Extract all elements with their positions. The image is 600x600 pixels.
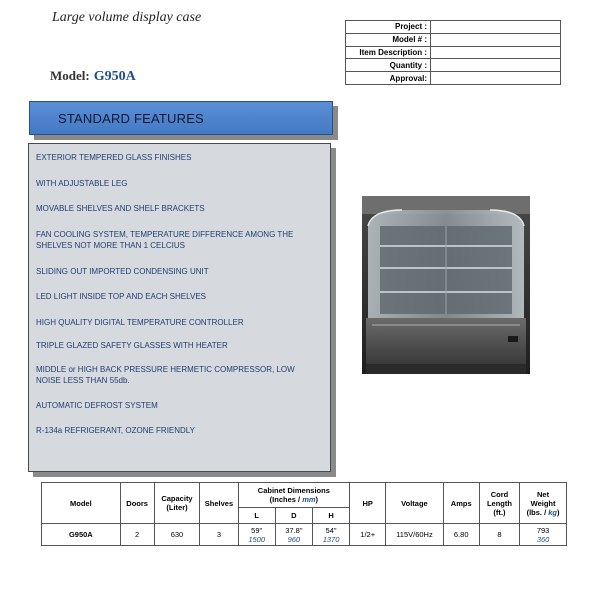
feature-item: HIGH QUALITY DIGITAL TEMPERATURE CONTROLLER (36, 317, 244, 327)
cell-capacity: 630 (154, 524, 200, 546)
cell-weight-kg: 360 (536, 534, 550, 544)
header-hp: HP (350, 483, 386, 524)
feature-item: R-134a REFRIGERANT, OZONE FRIENDLY (36, 426, 195, 435)
feature-item: SLIDING OUT IMPORTED CONDENSING UNIT (36, 266, 209, 276)
cell-length-in: 59" (251, 525, 263, 535)
form-row-project (346, 21, 561, 34)
header-voltage: Voltage (386, 483, 443, 524)
cell-depth-mm: 960 (287, 534, 301, 544)
header-cord-line1: Cord (490, 489, 509, 499)
features-heading: STANDARD FEATURES (29, 101, 333, 135)
features-panel (28, 143, 331, 472)
cell-height-mm: 1370 (322, 534, 340, 544)
header-capacity (154, 483, 200, 524)
header-weight-line3 (520, 508, 566, 517)
cell-height (312, 524, 349, 546)
cell-hp: 1/2+ (350, 524, 386, 546)
header-capacity-line1: Capacity (161, 494, 193, 503)
model-heading (50, 68, 136, 85)
feature-item: LED LIGHT INSIDE TOP AND EACH SHELVES (36, 292, 206, 301)
header-model: Model (42, 483, 121, 524)
feature-item: MIDDLE or HIGH BACK PRESSURE HERMETIC COMPRESSOR, LOW NOISE LESS THAN 55db. (36, 364, 295, 385)
project-info-form (345, 20, 561, 85)
header-weight-lbs: (lbs. / (526, 507, 549, 517)
header-net-weight (520, 483, 567, 524)
form-value-approval[interactable] (431, 72, 561, 85)
header-depth: D (275, 508, 312, 524)
feature-item: EXTERIOR TEMPERED GLASS FINISHES (36, 153, 192, 162)
form-row-quantity (346, 59, 561, 72)
header-weight-line2: Weight (530, 498, 556, 508)
form-row-item-description (346, 46, 561, 59)
feature-item: AUTOMATIC DEFROST SYSTEM (36, 400, 158, 410)
header-height: H (312, 508, 349, 524)
features-list (29, 144, 330, 437)
cell-voltage: 115V/60Hz (386, 524, 443, 546)
header-dims-inches: (Inches / (269, 495, 303, 504)
cell-shelves: 3 (200, 524, 238, 546)
cell-net-weight (520, 524, 567, 546)
cell-weight-lbs: 793 (536, 525, 550, 535)
cell-length (238, 524, 275, 546)
header-cord-line3: (ft.) (493, 507, 506, 517)
product-photo (362, 196, 530, 374)
form-label: Project : (346, 21, 431, 34)
header-weight-kg: kg (548, 507, 558, 517)
cell-amps: 6.80 (443, 524, 479, 546)
feature-item: FAN COOLING SYSTEM, TEMPERATURE DIFFERENCE AMONG THE SHELVES NOT MORE THAN 1 CELCIUS (36, 229, 294, 250)
document-title: Large volume display case (52, 10, 202, 25)
form-label: Model # : (346, 33, 431, 46)
header-dims-close: ) (315, 495, 319, 504)
header-shelves: Shelves (200, 483, 238, 524)
form-label: Item Description : (346, 46, 431, 59)
form-value-quantity[interactable] (431, 59, 561, 72)
model-code: G950A (93, 69, 136, 84)
form-value-item-description[interactable] (431, 46, 561, 59)
header-cord-length (479, 483, 519, 524)
form-value-model[interactable] (431, 33, 561, 46)
form-row-model (346, 33, 561, 46)
model-label: Model: (50, 68, 90, 83)
form-label: Approval: (346, 72, 431, 85)
feature-item: TRIPLE GLAZED SAFETY GLASSES WITH HEATER (36, 341, 228, 350)
spec-header-row (42, 483, 567, 508)
form-value-project[interactable] (431, 21, 561, 34)
form-label: Quantity : (346, 59, 431, 72)
cell-depth-in: 37.8" (285, 525, 303, 535)
cell-height-in: 54" (325, 525, 337, 535)
header-amps: Amps (443, 483, 479, 524)
specifications-table (41, 482, 567, 546)
header-dims-mm: mm (302, 495, 316, 504)
form-row-approval (346, 72, 561, 85)
spec-data-row (42, 524, 567, 546)
cell-doors: 2 (120, 524, 154, 546)
header-dims-line1: Cabinet Dimensions (257, 486, 330, 495)
header-capacity-line2: (Liter) (166, 503, 188, 512)
header-cabinet-dimensions (238, 483, 350, 508)
header-length: L (238, 508, 275, 524)
header-doors: Doors (120, 483, 154, 524)
header-cord-line2: Length (486, 498, 512, 508)
cell-depth (275, 524, 312, 546)
feature-item: MOVABLE SHELVES AND SHELF BRACKETS (36, 204, 205, 213)
header-weight-close: ) (557, 507, 560, 517)
display-case-illustration (362, 196, 530, 374)
cell-length-mm: 1500 (248, 534, 266, 544)
cell-cord-length: 8 (479, 524, 519, 546)
feature-item: WITH ADJUSTABLE LEG (36, 178, 128, 188)
header-dims-line2 (239, 495, 350, 504)
cell-model: G950A (42, 524, 121, 546)
header-weight-line1: Net (537, 489, 550, 499)
